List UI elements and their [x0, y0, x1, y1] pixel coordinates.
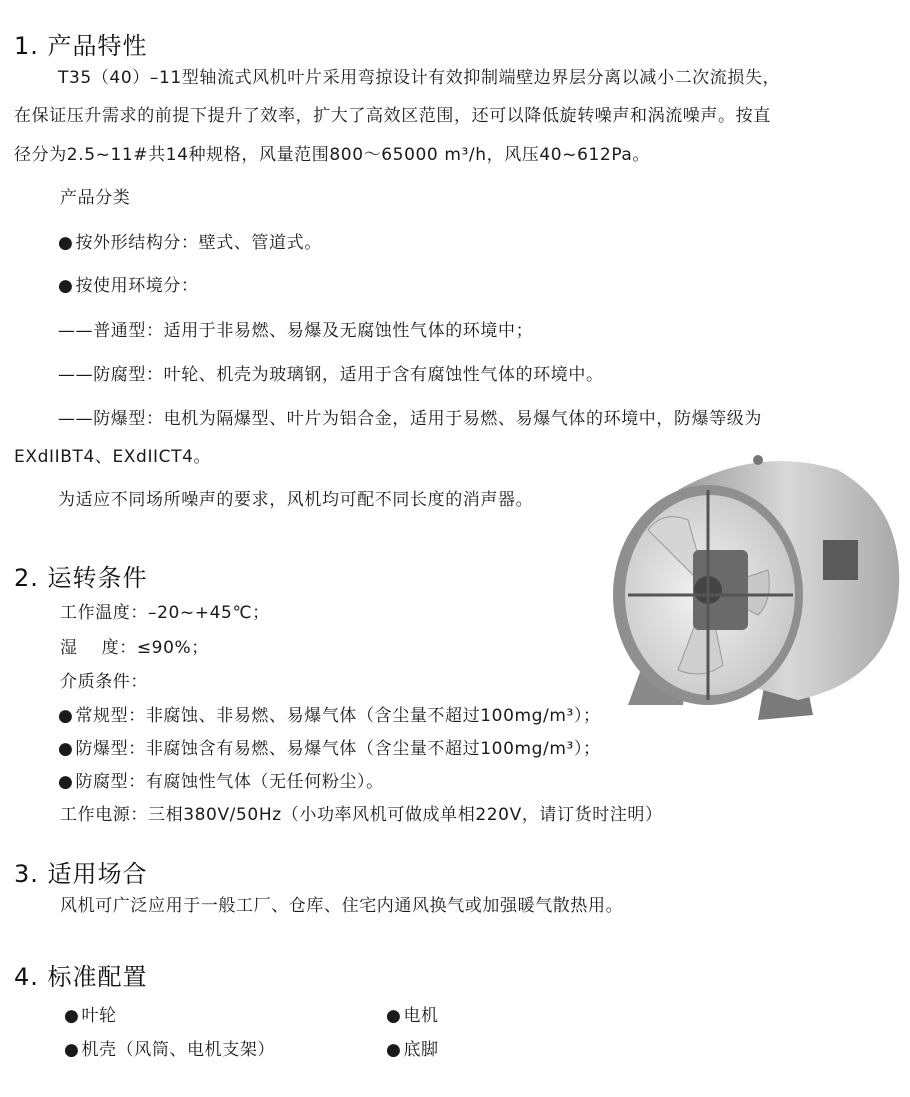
fan-lifting-eye: [753, 455, 763, 465]
config-item-impeller: ● 叶轮: [64, 1005, 117, 1027]
section4-title: 4. 标准配置: [14, 963, 148, 991]
silencer-note: 为适应不同场所噪声的要求，风机均可配不同长度的消声器。: [58, 490, 534, 510]
config-item-base: ● 底脚: [386, 1039, 439, 1061]
config-item-casing: ● 机壳（风筒、电机支架）: [64, 1039, 275, 1061]
section1-para-line1: T35（40）–11型轴流式风机叶片采用弯掠设计有效抑制端壁边界层分离以减小二次流损失，: [58, 68, 781, 88]
section1-para-line3: 径分为2.5~11#共14种规格，风量范围800～65000 m³/h，风压40~612Pa。: [14, 145, 651, 165]
medium-title: 介质条件：: [60, 672, 148, 692]
type-explosion-line1: ——防爆型：电机为隔爆型、叶片为铝合金，适用于易燃、易爆气体的环境中，防爆等级为: [58, 409, 762, 429]
axial-fan-photo: [608, 450, 908, 730]
medium-anticorrosion: ● 防腐型：有腐蚀性气体（无任何粉尘）。: [58, 771, 384, 793]
section3-text: 风机可广泛应用于一般工厂、仓库、住宅内通风换气或加强暖气散热用。: [60, 896, 624, 916]
humidity: 湿 度：≤90%；: [60, 638, 209, 658]
section2-title: 2. 运转条件: [14, 564, 148, 592]
classification-title: 产品分类: [60, 188, 131, 208]
by-structure: ● 按外形结构分：壁式、管道式。: [58, 232, 322, 254]
section3-title: 3. 适用场合: [14, 860, 148, 888]
type-normal: ——普通型：适用于非易燃、易爆及无腐蚀性气体的环境中；: [58, 321, 534, 341]
power: 工作电源：三相380V/50Hz（小功率风机可做成单相220V，请订货时注明）: [60, 805, 663, 825]
medium-explosion: ● 防爆型：非腐蚀含有易燃、易爆气体（含尘量不超过100mg/m³）；: [58, 738, 601, 760]
section1-para-line2: 在保证压升需求的前提下提升了效率，扩大了高效区范围，还可以降低旋转噪声和涡流噪声。按直: [14, 106, 771, 126]
section1-title: 1. 产品特性: [14, 32, 148, 60]
fan-junction-box: [823, 540, 858, 580]
type-anticorrosion: ——防腐型：叶轮、机壳为玻璃钢，适用于含有腐蚀性气体的环境中。: [58, 365, 604, 385]
by-environment: ● 按使用环境分：: [58, 275, 199, 297]
temperature: 工作温度：–20~+45℃；: [60, 603, 270, 623]
medium-regular: ● 常规型：非腐蚀、非易燃、易爆气体（含尘量不超过100mg/m³）；: [58, 705, 601, 727]
config-item-motor: ● 电机: [386, 1005, 439, 1027]
type-explosion-line2: EXdIIBT4、EXdIICT4。: [14, 447, 212, 467]
